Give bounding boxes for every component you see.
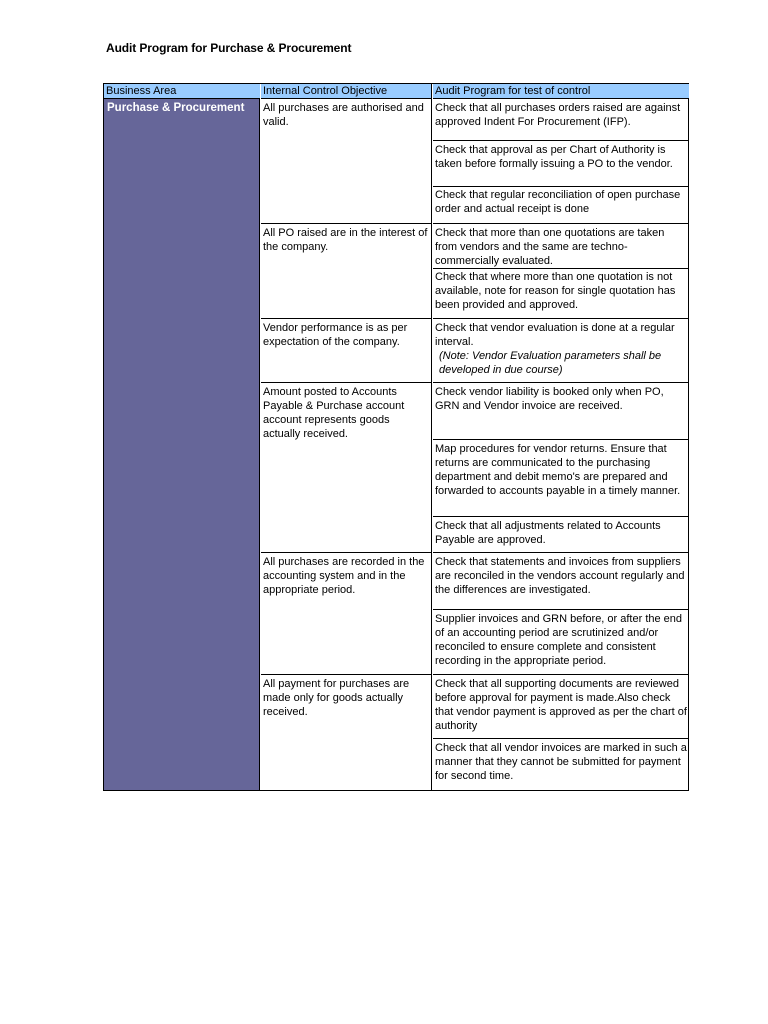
objective-cell: All purchases are authorised and valid.	[263, 102, 424, 128]
business-area-label: Purchase & Procurement	[107, 102, 245, 114]
document-title: Audit Program for Purchase & Procurement	[106, 41, 352, 55]
objective-cell: All PO raised are in the interest of the company.	[263, 227, 428, 253]
audit-check-cell: Check that all vendor invoices are marked in such a manner that they cannot be submitted for payment for second time.	[435, 742, 687, 782]
row-divider	[433, 552, 689, 553]
audit-program-table	[103, 83, 689, 791]
objective-cell: All purchases are recorded in the accounting system and in the appropriate period.	[263, 556, 425, 596]
objective-cell: Amount posted to Accounts Payable & Purchase account account represents goods actually received.	[263, 386, 405, 440]
row-divider	[261, 552, 431, 553]
column-divider	[431, 84, 432, 790]
row-divider	[261, 318, 431, 319]
row-divider	[433, 609, 689, 610]
audit-note: (Note: Vendor Evaluation parameters shall be developed in due course)	[439, 350, 662, 376]
row-divider	[433, 140, 689, 141]
audit-check-cell: Check that statements and invoices from suppliers are reconciled in the vendors account regularly and the differences are investigated.	[435, 556, 685, 596]
row-divider	[433, 223, 689, 224]
row-divider	[261, 674, 431, 675]
row-divider	[433, 738, 689, 739]
audit-check-cell: Check vendor liability is booked only when PO, GRN and Vendor invoice are received.	[435, 386, 664, 412]
row-divider	[261, 382, 431, 383]
row-divider	[433, 382, 689, 383]
audit-check-cell: Check that all purchases orders raised are against approved Indent For Procurement (IFP).	[435, 102, 681, 128]
audit-check-cell	[433, 320, 689, 377]
objective-cell: Vendor performance is as per expectation of the company.	[263, 322, 408, 348]
audit-check-cell: Check that all supporting documents are reviewed before approval for payment is made.Also check that vendor payment is approved as per the chart of authority	[435, 678, 687, 732]
audit-check-text: Check that vendor evaluation is done at a regular interval.	[435, 322, 675, 348]
audit-check-cell: Check that where more than one quotation is not available, note for reason for single quotation has been provided and approved.	[435, 271, 676, 311]
business-area-cell	[104, 99, 260, 790]
header-control-objective: Internal Control Objective	[261, 84, 432, 99]
row-divider	[433, 674, 689, 675]
objective-cell: All payment for purchases are made only for goods actually received.	[263, 678, 410, 718]
row-divider	[433, 318, 689, 319]
audit-check-cell: Check that more than one quotations are taken from vendors and the same are techno-commercially evaluated.	[435, 227, 665, 267]
header-business-area: Business Area	[104, 84, 260, 99]
row-divider	[261, 223, 431, 224]
audit-check-cell: Map procedures for vendor returns. Ensure that returns are communicated to the purchasing department and debit memo's are prepared and forwarded to accounts payable in a timely manner.	[435, 443, 681, 497]
row-divider	[433, 516, 689, 517]
audit-check-cell: Check that approval as per Chart of Authority is taken before formally issuing a PO to the vendor.	[435, 144, 673, 170]
audit-check-cell: Check that regular reconciliation of open purchase order and actual receipt is done	[435, 189, 681, 215]
row-divider	[433, 439, 689, 440]
audit-check-cell: Supplier invoices and GRN before, or after the end of an accounting period are scrutinized and/or reconciled to ensure complete and consistent recording in the appropriate period.	[435, 613, 683, 667]
header-audit-program: Audit Program for test of control	[433, 84, 689, 99]
audit-check-cell: Check that all adjustments related to Accounts Payable are approved.	[435, 520, 661, 546]
